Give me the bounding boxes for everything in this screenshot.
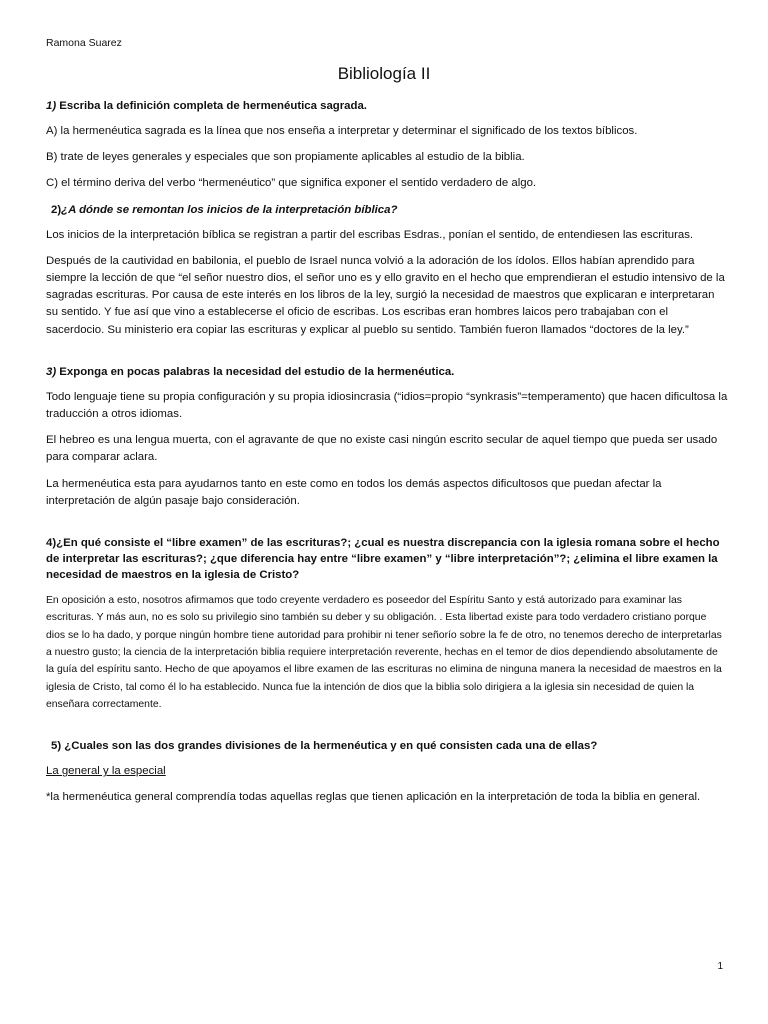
question-text: ¿A dónde se remontan los inicios de la interpretación bíblica? (61, 203, 398, 216)
document-body (46, 98, 728, 816)
answer-paragraph: La hermenéutica esta para ayudarnos tanto en este como en todos los demás aspectos dificultosos que puedan afectar la interpretación de algún pasaje bajo consideración. (46, 477, 662, 507)
question-text: ¿Cuales son las dos grandes divisiones de la hermenéutica y en qué consisten cada una de ellas? (61, 740, 598, 753)
question-1 (46, 98, 728, 114)
question-number: 2) (51, 203, 62, 216)
answer-paragraph: *la hermenéutica general comprendía todas aquellas reglas que tienen aplicación en la interpretación de toda la biblia en general. (46, 791, 701, 804)
question-number: 3) (46, 365, 57, 378)
author-name: Ramona Suarez (46, 37, 122, 49)
answer-paragraph: B) trate de leyes generales y especiales que son propiamente aplicables al estudio de la biblia. (46, 151, 525, 164)
answer-paragraph: A) la hermenéutica sagrada es la línea que nos enseña a interpretar y determinar el significado de los textos bíblicos. (46, 125, 638, 137)
answer-paragraph: En oposición a esto, nosotros afirmamos que todo creyente verdadero es poseedor del Espíritu Santo y está autorizado para examinar las escrituras. Y más aun, no es solo su privilegio sino también su deber y su obligación. . Esta libertad existe para todo verdadero cristiano porque dios se lo ha dado, y porque ningún hombre tiene autoridad para prohibir ni tener señorío sobre la fe de otro, no tenemos derecho de interpretarlas a nuestro gusto; la ciencia de la interpretación biblia requiere interpretación reverente, hechas en el temor de dios dependiendo absolutamente de la guía del espíritu santo. Hecho de que apoyamos el libre examen de las escrituras no elimina de ninguna manera la necesidad de maestros en la iglesia de Cristo, tal como él lo ha establecido. Nunca fue la intención de dios que la biblia solo dirigiera a la iglesia sin necesidad de quien la enseñara correctamente. (46, 595, 722, 710)
page-number: 1 (717, 961, 723, 972)
question-text: Exponga en pocas palabras la necesidad del estudio de la hermenéutica. (56, 365, 455, 378)
question-number: 5) (51, 740, 62, 753)
question-2 (46, 202, 728, 218)
question-3 (46, 364, 728, 380)
answer-paragraph: Todo lenguaje tiene su propia configuración y su propia idiosincrasia (“idios=propio “synkrasis”=temperamento) que hacen dificultosa la traducción a otros idiomas. (46, 390, 728, 421)
answer-paragraph: Los inicios de la interpretación bíblica se registran a partir del escribas Esdras., ponían el sentido, de entendiesen las escrituras. (46, 228, 694, 241)
question-number: 4) (46, 537, 57, 550)
question-number: 1) (46, 100, 57, 112)
question-text: Escriba la definición completa de hermenéutica sagrada. (56, 100, 367, 112)
answer-paragraph: El hebreo es una lengua muerta, con el agravante de que no existe casi ningún escrito secular de aquel tiempo que pueda ser usado para comparar aclara. (46, 434, 718, 464)
question-4 (46, 535, 728, 583)
document-title: Bibliología II (337, 64, 431, 83)
answer-paragraph: Después de la cautividad en babilonia, el pueblo de Israel nunca volvió a la adoración de los ídolos. Ellos habían aprendido para siempre la lección de que “el señor nuestro dios, el señor uno es y ello gravito en el hecho que emprendieran el estudio intensivo de la sagradas escrituras. Por causa de este interés en los libros de la ley, surgió la necesidad de maestros que explicaran e interpretaran su sentido. Y fue así que vino a establecerse el oficio de escribas. Los escribas eran hombres laicos pero trabajaban con el sacerdocio. Su ministerio era copiar las escrituras y explicar al pueblo su sentido. También fueron llamados “doctores de la ley.” (46, 254, 725, 336)
answer-paragraph: C) el término deriva del verbo “hermenéutico” que significa exponer el sentido verdadero de algo. (46, 177, 537, 190)
question-5 (46, 738, 728, 754)
question-text: ¿En qué consiste el “libre examen” de las escrituras?; ¿cual es nuestra discrepancia con la iglesia romana sobre el hecho de interpretar las escrituras?; ¿que diferencia hay entre “libre examen” y “libre interpretación”?; ¿elimina el libre examen la necesidad de maestros en la iglesia de Cristo? (46, 537, 720, 582)
subheading: La general y la especial (46, 765, 166, 778)
